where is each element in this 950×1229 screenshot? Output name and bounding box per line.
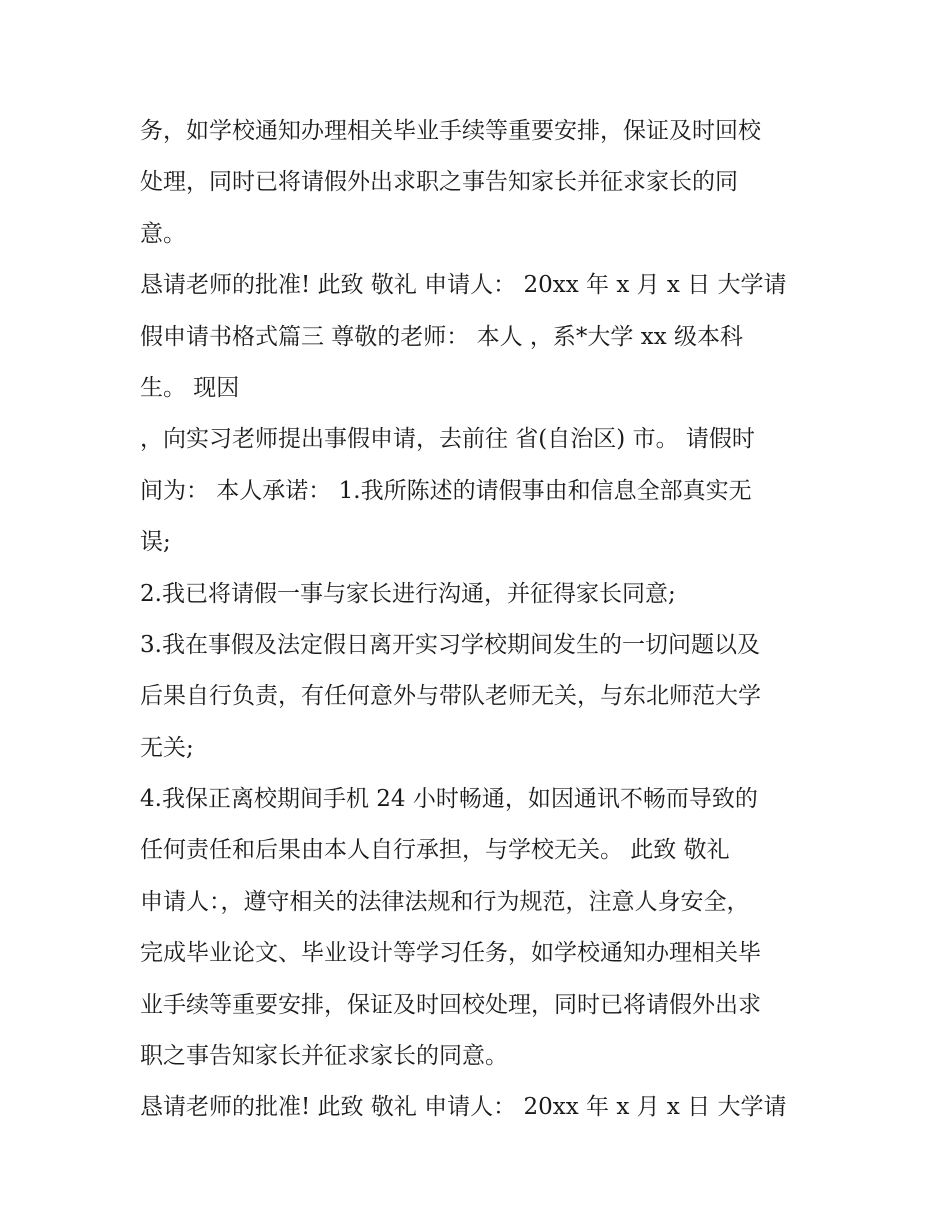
text-line: 后果自行负责，有任何意外与带队老师无关，与东北师范大学 bbox=[140, 683, 761, 710]
text-line: 生。 现因 bbox=[140, 374, 240, 401]
text-line: 职之事告知家长并征求家长的同意。 bbox=[140, 1043, 508, 1070]
text-line: 业手续等重要安排，保证及时回校处理，同时已将请假外出求 bbox=[140, 991, 761, 1018]
text-line: 务，如学校通知办理相关毕业手续等重要安排，保证及时回校 bbox=[140, 118, 761, 144]
text-line: 任何责任和后果由本人自行承担，与学校无关。 此致 敬礼 bbox=[140, 837, 730, 864]
text-line: 2.我已将请假一事与家长进行沟通，并征得家长同意; bbox=[140, 580, 676, 607]
text-line: 申请人：，遵守相关的法律法规和行为规范，注意人身安全， bbox=[140, 888, 750, 915]
text-line: 间为： 本人承诺： 1.我所陈述的请假事由和信息全部真实无 bbox=[140, 477, 752, 504]
text-line: 恳请老师的批准! 此致 敬礼 申请人： 20xx 年 x 月 x 日 大学请 bbox=[140, 1094, 787, 1121]
text-line: 4.我保正离校期间手机 24 小时畅通，如因通讯不畅而导致的 bbox=[140, 786, 758, 813]
text-line: 假申请书格式篇三 尊敬的老师： 本人 ，系*大学 xx 级本科 bbox=[140, 323, 743, 350]
text-line: ，向实习老师提出事假申请，去前往 省(自治区) 市。 请假时 bbox=[140, 426, 755, 453]
text-line: 无关; bbox=[140, 734, 194, 761]
text-line: 意。 bbox=[140, 220, 186, 247]
text-line: 恳请老师的批准! 此致 敬礼 申请人： 20xx 年 x 月 x 日 大学请 bbox=[140, 272, 787, 299]
text-line: 误; bbox=[140, 529, 171, 556]
text-line: 处理，同时已将请假外出求职之事告知家长并征求家长的同 bbox=[140, 169, 738, 196]
body-text bbox=[140, 106, 830, 1134]
text-line: 完成毕业论文、毕业设计等学习任务，如学校通知办理相关毕 bbox=[140, 940, 761, 967]
text-line: 3.我在事假及法定假日离开实习学校期间发生的一切问题以及 bbox=[140, 631, 760, 658]
